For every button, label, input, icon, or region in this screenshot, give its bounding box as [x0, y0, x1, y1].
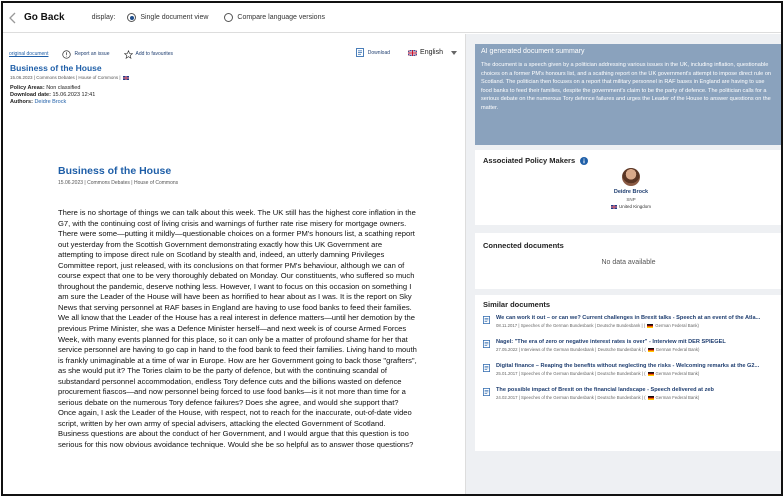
display-label: display:	[91, 14, 116, 21]
policy-maker[interactable]	[605, 168, 657, 209]
ai-summary-text: The document is a speech given by a politician addressing various issues in the UK, including inflation, questionable choices on a former PM's honours list, and a scathing report on the UK government's attempt to impose direct rule on Scotland. The politician then focuses on a report that military personnel in RAF bases in England are having to use food banks to feed their families, despite the government's claim to be the party of defence. The politician calls for a serious debate on the numerous Tory defence failures and urges the Leader of the House to answer questions on the matter.	[481, 62, 772, 111]
policy-maker-name: Deidre Brock	[613, 189, 649, 195]
report-issue-button[interactable]	[62, 50, 109, 59]
list-item[interactable]	[483, 387, 774, 411]
star-icon	[124, 50, 133, 59]
similar-document-meta: 25.01.2017 | Speeches of the German Bundesbank | Deutsche Bundesbank | ( German Federal Bank)	[496, 371, 700, 376]
ai-summary-title: AI generated document summary	[481, 48, 585, 55]
similar-document-meta: 08.11.2017 | Speeches of the German Bundesbank | Deutsche Bundesbank | ( German Federal Bank)	[496, 323, 699, 328]
connected-documents-title: Connected documents	[483, 241, 564, 250]
document-info	[10, 85, 95, 106]
policy-areas-row: Policy Areas: Non classified	[10, 85, 81, 91]
top-bar	[3, 3, 781, 33]
uk-flag-icon	[408, 50, 417, 56]
document-icon	[483, 388, 490, 396]
document-icon	[483, 316, 490, 324]
list-item[interactable]	[483, 363, 774, 387]
uk-flag-icon	[611, 205, 617, 209]
document-icon	[483, 340, 490, 348]
similar-documents-card	[475, 295, 782, 451]
chevron-left-icon	[8, 12, 18, 24]
download-label: Download	[367, 49, 391, 56]
connected-documents-card	[475, 233, 782, 289]
radio-label: Single document view	[140, 14, 209, 21]
report-issue-label: Report an issue	[74, 51, 110, 57]
info-icon[interactable]	[580, 157, 588, 165]
add-favourites-button[interactable]	[124, 50, 174, 59]
document-download-icon	[356, 48, 364, 57]
app-window	[1, 1, 783, 496]
language-value: English	[420, 49, 443, 56]
document-panel	[3, 34, 464, 494]
policy-maker-party: SNP	[626, 197, 636, 202]
ai-summary-card	[475, 44, 782, 145]
document-icon	[483, 364, 490, 372]
list-item[interactable]	[483, 339, 774, 363]
similar-document-meta: 27.05.2022 | Interviews of the German Bundesbank | Deutsche Bundesbank | ( German Federal Bank)	[496, 347, 700, 352]
download-date-row: Download date: 15.06.2023 12:41	[10, 92, 96, 98]
avatar	[622, 168, 640, 186]
author-link[interactable]: Deidre Brock	[34, 99, 67, 105]
radio-compare-language-versions[interactable]	[224, 13, 325, 22]
uk-flag-icon	[123, 76, 129, 80]
authors-row: Authors: Deidre Brock	[10, 99, 67, 105]
radio-unselected-icon	[224, 13, 233, 22]
german-flag-icon	[648, 372, 654, 376]
german-flag-icon	[648, 348, 654, 352]
similar-documents-title: Similar documents	[483, 300, 551, 309]
similar-documents-list	[483, 315, 774, 411]
similar-document-title: The possible impact of Brexit on the financial landscape - Speech delivered at zeb	[496, 387, 714, 393]
policy-makers-card	[475, 150, 782, 225]
document-body	[58, 165, 418, 451]
go-back-label: Go Back	[24, 12, 65, 23]
original-document-link[interactable]: original document	[9, 51, 49, 57]
sidebar	[465, 34, 781, 494]
similar-document-title: Digital finance – Reaping the benefits without neglecting the risks - Welcoming remarks at the G2...	[496, 363, 760, 369]
radio-selected-icon	[127, 13, 136, 22]
german-flag-icon	[647, 324, 653, 328]
language-select[interactable]	[408, 49, 457, 56]
go-back-button[interactable]	[8, 12, 65, 24]
document-title: Business of the House	[10, 63, 102, 73]
body-text: There is no shortage of things we can talk about this week. The UK still has the highest core inflation in the G7, with the continuing cost of living crisis and warnings of further rate rise misery for mortgage owners. There were some—putting it mildly—questionable choices on a former PM's honours list, a scathing report out yesterday from the Scottish Government demonstrating exactly how this UK Government are attempting to impose direct rule on Scotland by stealth and, indeed, an utterly damning Privileges Committee report, just released, with its conclusions on that former PM's behaviour, although we can of course expect that one to be very thoroughly debated on Monday. Our constituents, who suffered so much throughout the pandemic, deserve nothing less. However, I want to focus on this occasion on something I am sure the Leader of the House will have been as horrified to hear about as I was. It is the report on Sky News that serving personnel at RAF bases in England are having to use food banks to feed their families. We all know that the Leader of the House has a real interest in defence matters—until her demotion by the previous Prime Minister, she was a Defence Minister herself—and next week is of course Armed Forces Week, with many events planned for this place, so it can only be a matter of profound shame for her that service personnel are having to go cap in hand to the food bank to feed their families. Living hand to mouth is frankly unimaginable at a time of war in Europe. How are her Government going to back those "grafters", as she would put it? The Tories claim to be the party of defence, but with the continuing scandal of substandard personnel accommodation, endless Tory defence cuts and the billions wasted on defence procurement fiascos—and now personnel being forced to use food banks—is it not more than time for a serious debate on the numerous Tory defence failures? Does she agree, and would she support that? Once again, I ask the Leader of the House, with respect, not to reach for the inaccurate, out-of-date video script, written by her own army of special advisers, attacking the elected Government of Scotland. Business questions are about the conduct of her Government, and I would argue that this question is too serious for this now obvious avoidance technique. Would she be so helpful as to answer those questions?	[58, 208, 417, 450]
caret-down-icon	[451, 51, 457, 55]
body-meta: 15.06.2023 | Commons Debates | House of Commons	[58, 180, 179, 186]
policy-makers-title: Associated Policy Makers	[483, 156, 774, 165]
add-favourites-label: Add to favourites	[135, 51, 174, 57]
no-data-text: No data available	[601, 259, 656, 266]
list-item[interactable]	[483, 315, 774, 339]
document-toolbar	[9, 48, 457, 60]
document-meta	[10, 75, 129, 80]
policy-maker-country: United Kingdom	[605, 204, 657, 209]
similar-document-meta: 24.02.2017 | Speeches of the German Bundesbank | Deutsche Bundesbank | ( German Federal Bank)	[496, 395, 700, 400]
body-title: Business of the House	[58, 165, 172, 177]
similar-document-title: We can work it out – or can we? Current challenges in Brexit talks - Speech at an event of the Atla...	[496, 315, 761, 321]
download-button[interactable]	[356, 48, 390, 57]
radio-single-document-view[interactable]	[127, 13, 208, 22]
alert-circle-icon	[62, 50, 71, 59]
radio-label: Compare language versions	[237, 14, 325, 21]
german-flag-icon	[648, 396, 654, 400]
similar-document-title: Nagel: "The era of zero or negative interest rates is over" - Interview mit DER SPIEGEL	[496, 339, 726, 345]
document-meta-text: 15.06.2023 | Commons Debates | House of Commons |	[10, 75, 121, 80]
